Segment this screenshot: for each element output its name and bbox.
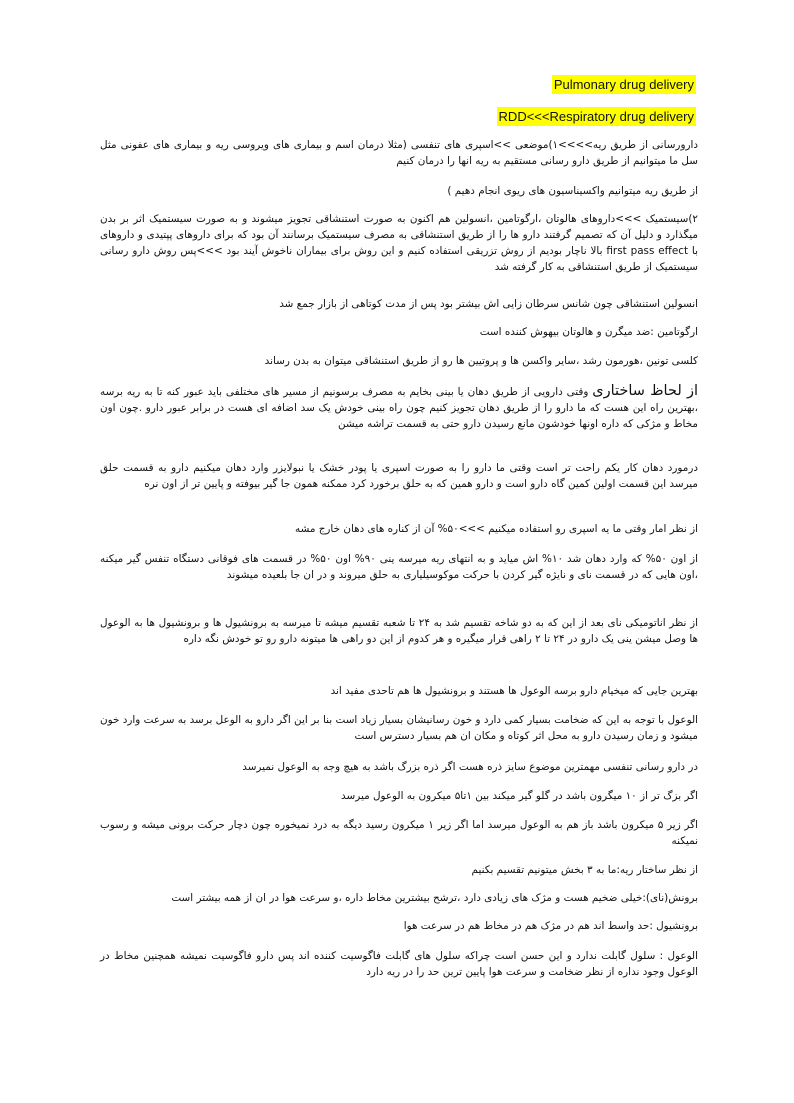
- paragraph-1: دارورسانی از طریق ریه>>>>۱)موضعی >>اسپری های تنفسی (مثلا درمان اسم و بیماری های ویروسی ریه و بیماری های عفونی مثل سل ما میتوانیم از طریق دارو رسانی مستقیم به ریه انها را درمان کنیم: [100, 139, 699, 167]
- paragraph-4: انسولین استنشاقی چون شانس سرطان زایی اش بیشتر بود پس از مدت کوتاهی از بازار جمع شد: [279, 298, 698, 310]
- paragraph-2: از طریق ریه میتوانیم واکسیناسیون های ریوی انجام دهیم ): [447, 185, 698, 197]
- paragraph-5: ارگوتامین :ضد میگرن و هالوتان بیهوش کننده است: [479, 326, 698, 338]
- paragraph-7-text: وقتی دارویی از طریق دهان یا بینی بخایم به مصرف برسونیم از مسیر های مختلفی باید عبور کنه تا به ریه برسه ،بهترین راه این هست که ما دارو را از طریق دهان تجویز کنیم چون راه بینی خودش یک سد اضافه ای هست در برابر عبور دارو .چون اون مخاط و مژکی که داره اونها خودشون مانع رسیدن دارو حتی به قسمت تراشه میشن: [100, 386, 698, 430]
- structural-heading: از لحاظ ساختاری: [592, 383, 698, 399]
- paragraph-18: برونش(نای):خیلی ضخیم هست و مژک های زیادی دارد ،ترشح بیشترین مخاط داره ،و سرعت هوا در ان از همه بیشتر است: [171, 892, 698, 904]
- title-highlight: Pulmonary drug delivery: [553, 77, 694, 92]
- title-row: [552, 74, 696, 94]
- subtitle-row: [497, 106, 696, 126]
- paragraph-16: اگر زیر ۵ میکرون باشد باز هم به الوعول میرسد اما اگر زیر ۱ میکرون رسید دیگه به درد نمیخوره چون دچار حرکت برونی میشه و رسوب نمیکنه: [100, 819, 698, 847]
- paragraph-12: بهترین جایی که میخیام دارو برسه الوعول ها هستند و برونشیول ها هم تاحدی مفید اند: [330, 685, 698, 697]
- paragraph-19: برونشیول :حد واسط اند هم در مژک هم در مخاط هم در سرعت هوا: [403, 920, 698, 932]
- paragraph-3: ۲)سیستمیک >>>داروهای هالوتان ،ارگوتامین ،انسولین هم اکنون به صورت استنشاقی تجویز میشوند و به صورت سیستمیک اثر بر بدن میگذارد و دلیل آن که تصمیم گرفتند دارو ها را از طریق استنشاقی به مصرف سیستمیک برسانند آن بود که برای داروهای پپتیدی و داروهای با first pass effect بالا ناچار بودیم از روش تزریقی استفاده کنیم و این روش برای بیماران ناخوش آیند بود >>>پس روش دارو رسانی سیستمیک از طریق استنشاقی به کار گرفته شد: [100, 213, 698, 273]
- paragraph-13: الوعول با توجه به این که ضخامت بسیار کمی دارد و خون رسانیشان بسیار زیاد است بنا بر این اگر دارو به الوعل برسد به سرعت وارد خون میشود و زمان رسیدن دارو به محل اثر کوتاه و مکان ان هم بسیار دسترس است: [100, 714, 698, 742]
- paragraph-7: [100, 383, 698, 432]
- paragraph-8: درمورد دهان کار یکم راحت تر است وقتی ما دارو را به صورت اسپری یا پودر خشک یا نبولایزر وارد دهان میکنیم دارو به قسمت حلق میرسد این قسمت اولین کمین گاه دارو است و دارو همین که به حلق برخورد کرد ممکنه همون جا گیر بیوفته و پایین تر از اون نره: [100, 462, 698, 490]
- paragraph-15: اگر بزگ تر از ۱۰ میگرون باشد در گلو گیر میکند بین ۱تا۵ میکرون به الوعول میرسد: [341, 790, 698, 802]
- subtitle-highlight: RDD<<<Respiratory drug delivery: [498, 109, 694, 124]
- paragraph-9: از نظر امار وقتی ما یه اسپری رو استفاده میکنیم >>>۵۰% آن از کناره های دهان خارج مشه: [295, 523, 698, 535]
- paragraph-10: از اون ۵۰% که وارد دهان شد ۱۰% اش میاید و به انتهای ریه میرسه ینی ۹۰% اون ۵۰% در قسمت های فوقانی دستگاه تنفس گیر میکنه ،اون هایی که در قسمت نای و نایژه گیر کردن با حرکت موکوسیلیاری به حلق میروند و در ان جا بلعیده میشوند: [100, 553, 699, 581]
- paragraph-6: کلسی تونین ،هورمون رشد ،سایر واکسن ها و پروتیین ها رو از طریق استنشاقی میتوان به بدن رساند: [264, 355, 698, 367]
- paragraph-14: در دارو رسانی تنفسی مهمترین موضوع سایز ذره هست اگر ذره بزرگ باشد به هیچ وجه به الوعول نمیرسد: [242, 761, 698, 773]
- paragraph-11: از نظر اناتومیکی نای بعد از این که به دو شاخه تقسیم شد به ۲۴ تا شعبه تقسیم میشه تا میرسه به برونشیول ها و برونشیول ها به الوعول ها وصل میشن ینی یک دارو در ۲۴ تا ۲ راهی قرار میگیره و هر کدوم از این دو راهی ها میتونه دارو رو تو خودش نگه داره: [100, 617, 698, 645]
- paragraph-17: از نظر ساختار ریه:ما به ۳ بخش میتونیم تقسیم بکنیم: [471, 864, 698, 876]
- paragraph-20: الوعول : سلول گابلت ندارد و این حسن است چراکه سلول های گابلت فاگوسیت کننده اند پس دارو فاگوسیت نمیشه همچنین مخاط در الوعول وجود نداره از نظر ضخامت و سرعت هوا پایین ترین حد را در ریه دارد: [100, 950, 698, 978]
